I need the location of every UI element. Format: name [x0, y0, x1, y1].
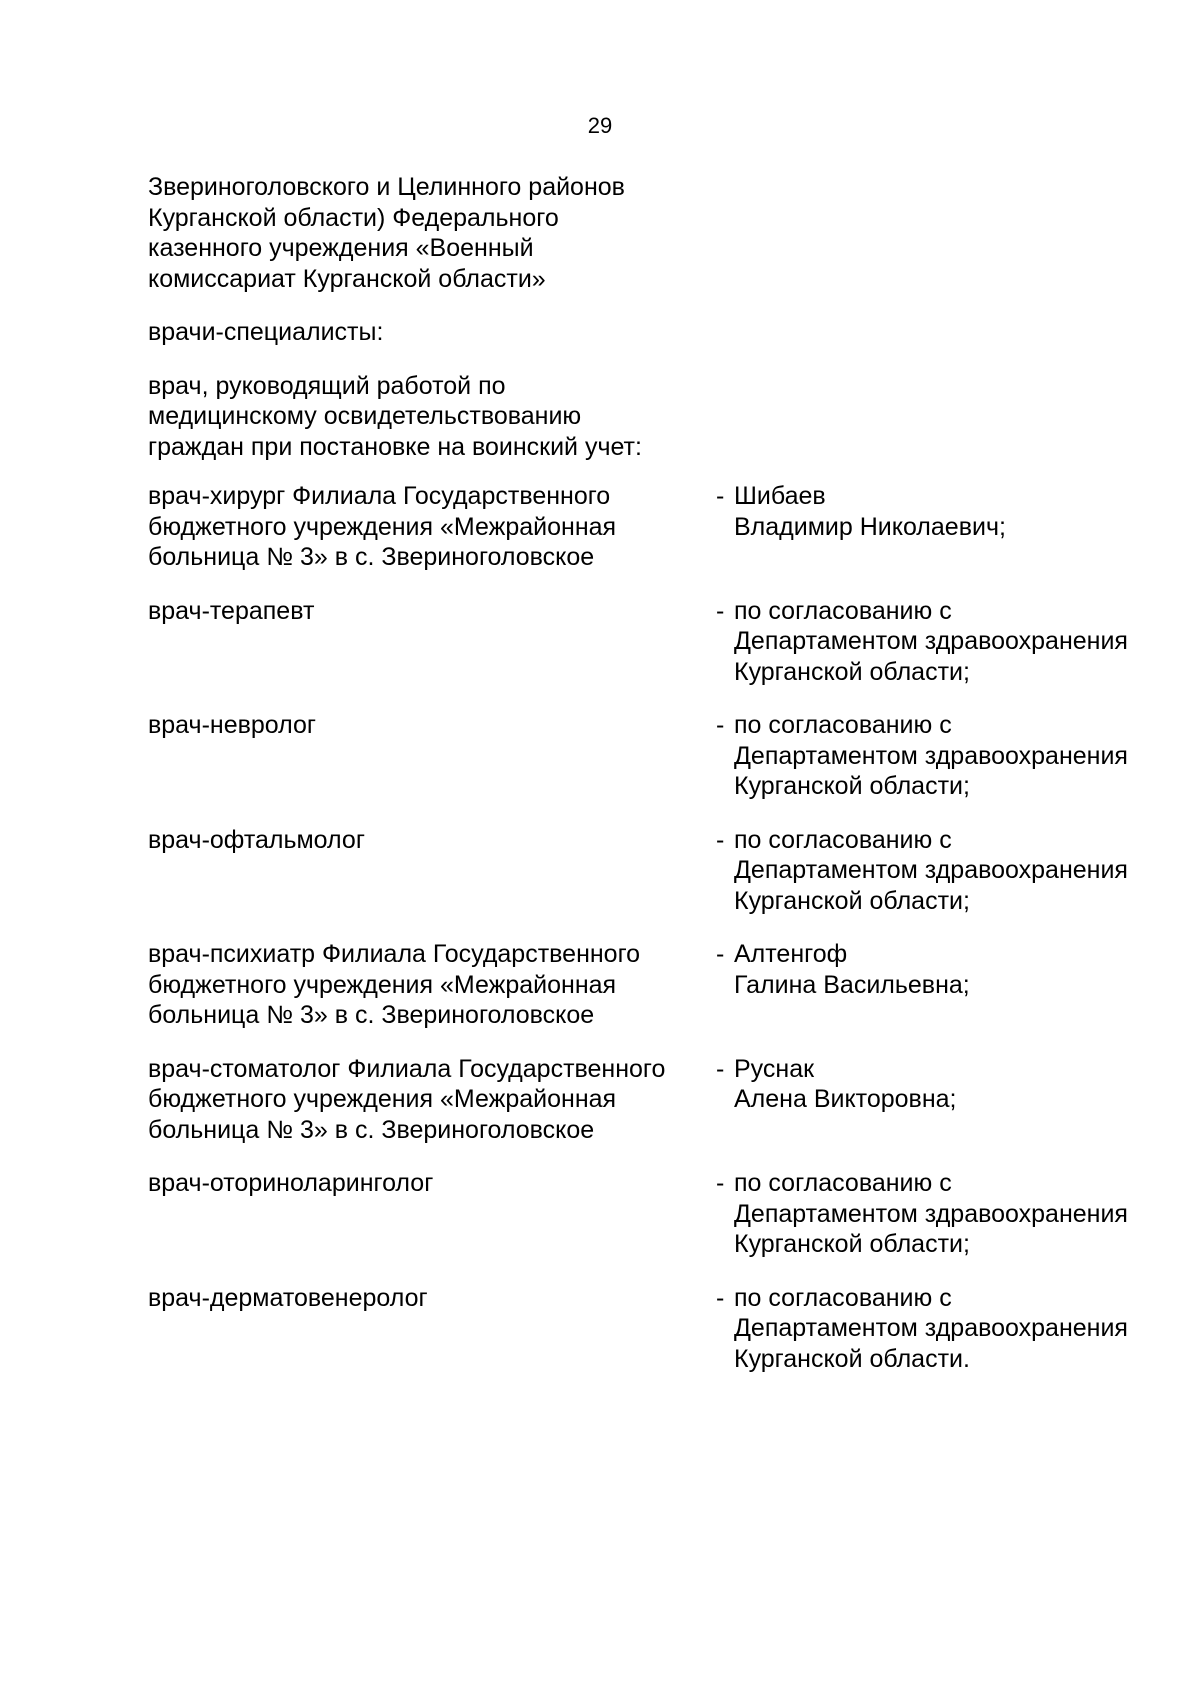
- dash-mark: -: [716, 825, 725, 854]
- roster-role: врач-дерматовенеролог: [148, 1283, 428, 1312]
- roster-assignment: [716, 939, 1158, 1031]
- roster-assignment: [716, 825, 1158, 917]
- roster-assignment: [716, 710, 1158, 802]
- roster-assignment: [716, 596, 1158, 688]
- specialists-heading: врачи-специалисты:: [148, 318, 384, 346]
- dash-mark: -: [716, 482, 725, 510]
- dash-mark: -: [716, 1283, 725, 1312]
- roster-row: [148, 710, 1158, 802]
- roster-role: врач-хирург Филиала Государственного бюджетного учреждения «Межрайонная больница № 3» в с. Звериноголовское: [148, 482, 617, 571]
- assignment-text: Алтенгоф Галина Васильевна;: [734, 940, 970, 999]
- dash-mark: -: [716, 940, 725, 968]
- assignment-text: по согласованию с Департаментом здравоохранения Курганской области;: [734, 711, 1128, 800]
- roster-role: врач-офтальмолог: [148, 825, 365, 854]
- assignment-text: по согласованию с Департаментом здравоохранения Курганской области;: [734, 1169, 1128, 1258]
- roster-row: [148, 939, 1158, 1031]
- assignment-text: Руснак Алена Викторовна;: [734, 1054, 957, 1113]
- dash-mark: -: [716, 1169, 725, 1197]
- dash-mark: -: [716, 711, 725, 739]
- roster-role: врач-оториноларинголог: [148, 1169, 434, 1197]
- roster-row: [148, 596, 1158, 688]
- assignment-text: по согласованию с Департаментом здравоохранения Курганской области;: [734, 825, 1128, 915]
- roster-assignment: [716, 1283, 1158, 1375]
- intro-block: [148, 172, 748, 462]
- dash-mark: -: [716, 1054, 725, 1083]
- roster-role: врач-психиатр Филиала Государственного бюджетного учреждения «Межрайонная больница № 3» в с. Звериноголовское: [148, 940, 641, 1029]
- lead-physician-text: врач, руководящий работой по медицинскому освидетельствованию граждан при постановке на воинский учет:: [148, 371, 642, 461]
- specialists-roster: [148, 481, 1158, 1374]
- roster-assignment: [716, 1054, 1158, 1146]
- assignment-text: Шибаев Владимир Николаевич;: [734, 482, 1006, 541]
- assignment-text: по согласованию с Департаментом здравоохранения Курганской области;: [734, 596, 1128, 686]
- roster-row: [148, 825, 1158, 917]
- roster-assignment: [716, 481, 1158, 573]
- roster-row: [148, 1283, 1158, 1375]
- roster-role: врач-невролог: [148, 711, 317, 739]
- dash-mark: -: [716, 596, 725, 625]
- roster-assignment: [716, 1168, 1158, 1260]
- roster-row: [148, 481, 1158, 573]
- roster-row: [148, 1168, 1158, 1260]
- roster-row: [148, 1054, 1158, 1146]
- roster-role: врач-стоматолог Филиала Государственного бюджетного учреждения «Межрайонная больница № 3» в с. Звериноголовское: [148, 1054, 666, 1144]
- page-number: 29: [587, 113, 613, 138]
- assignment-text: по согласованию с Департаментом здравоохранения Курганской области.: [734, 1283, 1128, 1373]
- intro-organization-text: Звериноголовского и Целинного районов Курганской области) Федерального казенного учреждения «Военный комиссариат Курганской области»: [148, 173, 625, 293]
- roster-role: врач-терапевт: [148, 596, 315, 625]
